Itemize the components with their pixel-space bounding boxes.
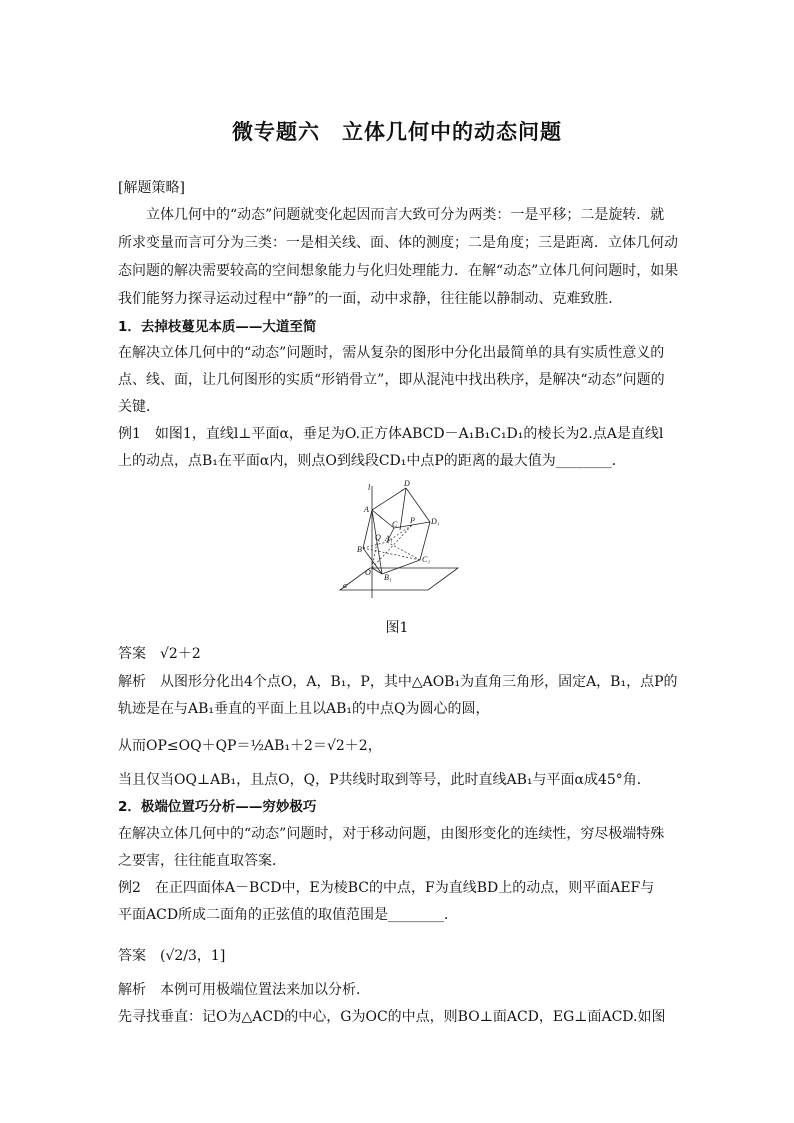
text-line: 所求变量而言可分为三类：一是相关线、面、体的测度；二是角度；三是距离．立体几何动 [118, 235, 678, 251]
svg-text:α: α [343, 581, 348, 590]
svg-text:A: A [364, 505, 369, 514]
svg-text:B₁: B₁ [384, 573, 392, 582]
svg-text:C: C [392, 520, 398, 529]
text-line: 立体几何中的“动态”问题就变化起因而言大致可分为两类：一是平移；二是旋转．就 [146, 207, 665, 223]
text-line: 点、线、面，让几何图形的实质“形销骨立”，即从混沌中找出秩序，是解决“动态”问题的 [118, 372, 665, 388]
text-line: 之要害，往往能直取答案． [118, 853, 286, 869]
example-2-line: 例2 在正四面体A－BCD中，E为棱BC的中点，F为直线BD上的动点，则平面AEF与 [118, 880, 655, 896]
solution-1-line: 解析 从图形分化出4个点O，A，B₁，P，其中△AOB₁为直角三角形，固定A，B₁，点P的 [118, 674, 678, 690]
section-heading-1: 1．去掉枝蔓见本质——大道至简 [118, 319, 317, 335]
example-1-line: 例1 如图1，直线l⊥平面α，垂足为O.正方体ABCD－A₁B₁C₁D₁的棱长为2.点A是直线l [118, 426, 664, 442]
svg-text:Q: Q [375, 533, 381, 542]
text-line: 我们能努力探寻运动过程中“静”的一面，动中求静，往往能以静制动、克难致胜． [118, 291, 623, 307]
section-label-strategy: [解题策略] [118, 180, 185, 196]
svg-text:A₁: A₁ [385, 534, 393, 543]
plane-alpha [340, 568, 458, 590]
solution-1-line: 当且仅当OQ⊥AB₁，且点O，Q，P共线时取到等号，此时直线AB₁与平面α成45°角． [118, 772, 651, 788]
example-2-line: 平面ACD所成二面角的正弦值的取值范围是________． [118, 907, 459, 923]
page-title: 微专题六 立体几何中的动态问题 [232, 120, 562, 144]
text-line: 态问题的解决需要较高的空间想象能力与化归处理能力．在解“动态”立体几何问题时，如果 [118, 263, 679, 279]
section-heading-2: 2．极端位置巧分析——穷妙极巧 [118, 799, 317, 815]
svg-text:O: O [365, 568, 371, 577]
solution-1-formula: 从而OP≤OQ＋QP＝½AB₁＋2＝√2＋2， [118, 738, 382, 754]
svg-text:P: P [410, 516, 415, 525]
figure-caption: 图1 [385, 620, 409, 636]
example-1-line: 上的动点，点B₁在平面α内，则点O到线段CD₁中点P的距离的最大值为________． [118, 453, 626, 469]
cube-edges [363, 488, 430, 574]
svg-text:C₁: C₁ [422, 555, 431, 564]
figure-labels [343, 479, 440, 590]
svg-text:D₁: D₁ [431, 517, 440, 526]
svg-text:D: D [404, 479, 410, 488]
svg-text:l: l [368, 483, 371, 492]
text-line: 关键． [118, 399, 160, 415]
svg-text:B: B [357, 545, 362, 554]
solution-2-line: 先寻找垂直：记O为△ACD的中心，G为OC的中点，则BO⊥面ACD，EG⊥面ACD.如图 [118, 1009, 666, 1025]
answer-2: 答案 (√2/3，1] [118, 948, 226, 964]
answer-1: 答案 √2＋2 [118, 646, 201, 662]
text-line: 在解决立体几何中的“动态”问题时，对于移动问题，由图形变化的连续性，穷尽极端特殊 [118, 826, 665, 842]
figure-cube-diagram [330, 478, 470, 598]
hidden-edges [363, 525, 420, 568]
text-line: 在解决立体几何中的“动态”问题时，需从复杂的图形中分化出最简单的具有实质性意义的 [118, 345, 665, 361]
solution-1-line: 轨迹是在与AB₁垂直的平面上且以AB₁的中点Q为圆心的圆， [118, 701, 490, 717]
solution-2-line: 解析 本例可用极端位置法来加以分析． [118, 982, 370, 998]
